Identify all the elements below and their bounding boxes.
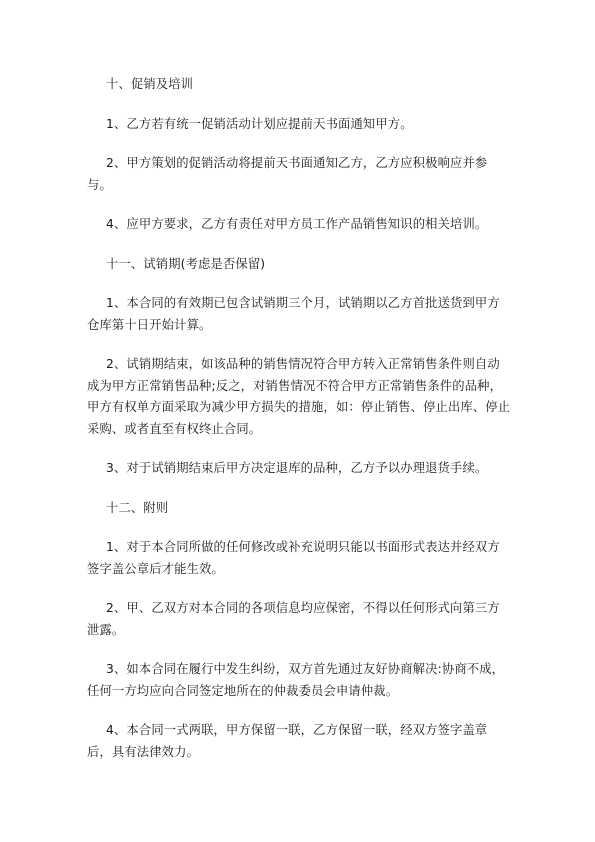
paragraph-supplementary-3: 3、如本合同在履行中发生纠纷，双方首先通过友好协商解决:协商不成，任何一方均应向合同签定地所在的仲裁委员会申请仲裁。: [87, 662, 505, 698]
paragraph-trial-3: 3、对于试销期结束后甲方决定退库的品种，乙方予以办理退货手续。: [106, 461, 488, 475]
section-heading-supplementary: 十二、附则: [106, 500, 169, 515]
paragraph-trial-1: 1、本合同的有效期已包含试销期三个月，试销期以乙方首批送货到甲方仓库第十日开始计算。: [87, 296, 500, 332]
paragraph-supplementary-4: 4、本合同一式两联，甲方保留一联，乙方保留一联，经双方签字盖章后，具有法律效力。: [87, 723, 488, 759]
paragraph-promotion-1: 1、乙方若有统一促销活动计划应提前天书面通知甲方。: [106, 116, 413, 131]
paragraph-promotion-4: 4、应甲方要求，乙方有责任对甲方员工作产品销售知识的相关培训。: [106, 217, 488, 231]
paragraph-promotion-2: 2、甲方策划的促销活动将提前天书面通知乙方，乙方应积极响应并参与。: [87, 156, 488, 192]
section-heading-promotion: 十、促销及培训: [106, 77, 194, 91]
document-body: [87, 74, 511, 763]
section-heading-trial-period: 十一、试销期(考虑是否保留): [106, 256, 266, 271]
paragraph-trial-2: 2、试销期结束，如该品种的销售情况符合甲方转入正常销售条件则自动成为甲方正常销售品种;反之，对销售情况不符合甲方正常销售条件的品种，甲方有权单方面采取为减少甲方损失的措施，如：停止销售、停止出库、停止采购、或者直至有权终止合同。: [87, 357, 511, 436]
paragraph-supplementary-2: 2、甲、乙双方对本合同的各项信息均应保密，不得以任何形式向第三方泄露。: [87, 601, 500, 637]
paragraph-supplementary-1: 1、对于本合同所做的任何修改或补充说明只能以书面形式表达并经双方签字盖公章后才能生效。: [87, 540, 500, 576]
